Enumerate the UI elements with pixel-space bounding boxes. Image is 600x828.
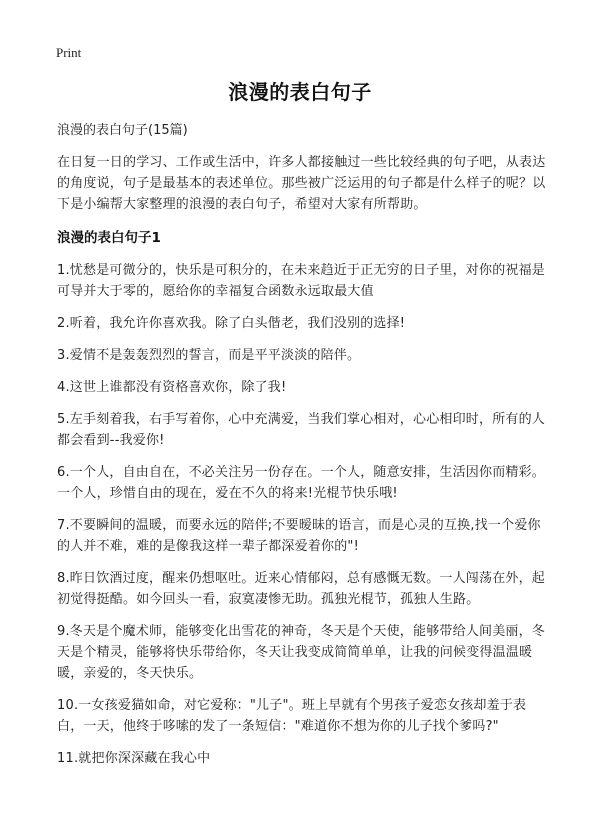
print-link[interactable]: Print	[56, 45, 82, 60]
list-item: 1.忧愁是可微分的，快乐是可积分的，在未来趋近于正无穷的日子里，对你的祝福是可导并大于零的，愿给你的幸福复合函数永远取最大值	[57, 263, 546, 299]
list-item: 2.听着，我允许你喜欢我。除了白头偕老，我们没别的选择!	[57, 316, 406, 331]
list-item: 6.一个人，自由自在，不必关注另一份存在。一个人，随意安排，生活因你而精彩。一个人，珍惜自由的现在，爱在不久的将来!光棍节快乐哦!	[57, 465, 546, 501]
page-title: 浪漫的表白句子	[228, 80, 372, 104]
list-item: 10.一女孩爱猫如命，对它爱称："儿子"。班上早就有个男孩子爱恋女孩却羞于表白，一天，他终于哆嗦的发了一条短信："难道你不想为你的儿子找个爹吗?"	[57, 698, 527, 734]
list-item: 9.冬天是个魔术师，能够变化出雪花的神奇，冬天是个天使，能够带给人间美丽，冬天是个精灵，能够将快乐带给你，冬天让我变成简简单单，让我的问候变得温温暖暖，亲爱的，冬天快乐。	[57, 624, 546, 681]
list-item: 7.不要瞬间的温暖，而要永远的陪伴;不要暧昧的语言，而是心灵的互换,找一个爱你的人并不难，难的是像我这样一辈子都深爱着你的"!	[57, 518, 541, 554]
article-subtitle: 浪漫的表白句子(15篇)	[57, 123, 188, 138]
section-heading: 浪漫的表白句子1	[57, 230, 161, 246]
list-item: 8.昨日饮酒过度，醒来仍想呕吐。近来心情郁闷，总有感慨无数。一人闯荡在外，起初觉得挺酷。如今回头一看，寂寞凄惨无助。孤独光棍节，孤独人生路。	[57, 571, 546, 607]
list-item: 11.就把你深深藏在我心中	[57, 751, 211, 766]
list-item: 4.这世上谁都没有资格喜欢你，除了我!	[57, 380, 287, 395]
intro-paragraph: 在日复一日的学习、工作或生活中，许多人都接触过一些比较经典的句子吧，从表达的角度说，句子是最基本的表述单位。那些被广泛运用的句子都是什么样子的呢？以下是小编帮大家整理的浪漫的表白句子，希望对大家有所帮助。	[57, 155, 546, 212]
article-body	[57, 121, 547, 780]
list-item: 3.爱情不是轰轰烈烈的誓言，而是平平淡淡的陪伴。	[57, 348, 361, 363]
list-item: 5.左手刻着我，右手写着你，心中充满爱，当我们掌心相对，心心相印时，所有的人都会看到--我爱你!	[57, 412, 546, 448]
